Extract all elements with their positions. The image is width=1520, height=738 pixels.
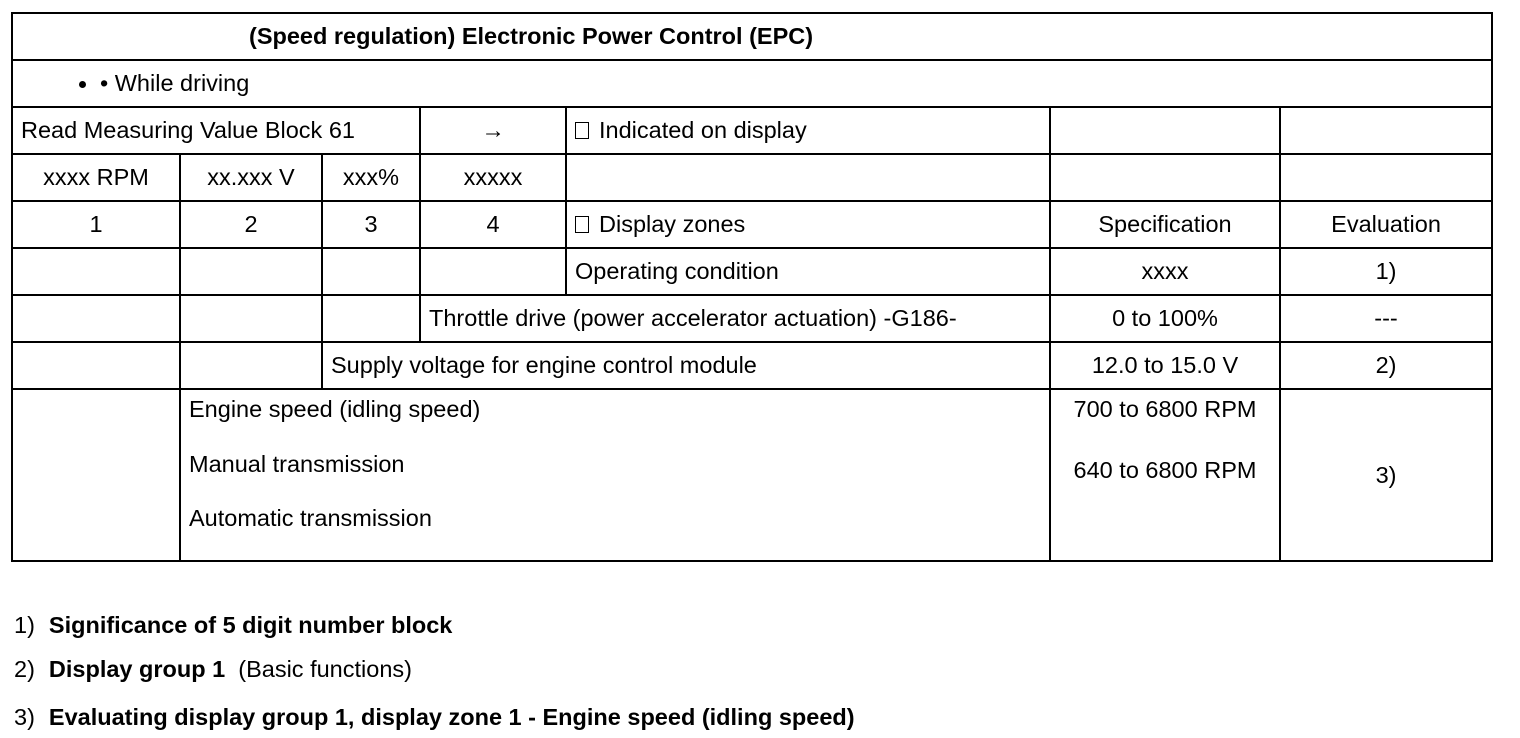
zone-number: 2 bbox=[180, 201, 322, 248]
display-value: xxxxx bbox=[420, 154, 566, 201]
eval-header: Evaluation bbox=[1280, 201, 1492, 248]
display-zones-label: Display zones bbox=[599, 211, 746, 237]
row-label: Automatic transmission bbox=[189, 505, 432, 531]
row-label: Manual transmission bbox=[189, 450, 405, 477]
checkbox-icon bbox=[575, 216, 589, 233]
condition-row bbox=[12, 60, 1492, 107]
zone-number: 4 bbox=[420, 201, 566, 248]
display-value: xxx% bbox=[322, 154, 420, 201]
row-label: Engine speed (idling speed) bbox=[189, 396, 481, 422]
row-spec: 12.0 to 15.0 V bbox=[1050, 342, 1280, 389]
table-row bbox=[12, 389, 1492, 561]
zone-header-row bbox=[12, 201, 1492, 248]
arrow-cell: → bbox=[420, 107, 566, 154]
table-row bbox=[12, 295, 1492, 342]
row-eval: 1) bbox=[1280, 248, 1492, 295]
table-row bbox=[12, 342, 1492, 389]
zone-number: 3 bbox=[322, 201, 420, 248]
epc-measuring-table bbox=[11, 12, 1493, 562]
footnote-1: 1) Significance of 5 digit number block bbox=[14, 612, 453, 638]
row-spec: 0 to 100% bbox=[1050, 295, 1280, 342]
row-eval: --- bbox=[1280, 295, 1492, 342]
footnote-2: 2) Display group 1 (Basic functions) bbox=[14, 656, 412, 682]
read-block-label: Read Measuring Value Block 61 bbox=[12, 107, 420, 154]
read-block-row bbox=[12, 107, 1492, 154]
row-label: Throttle drive (power accelerator actuation) -G186- bbox=[420, 295, 1050, 342]
row-spec: 700 to 6800 RPM bbox=[1073, 396, 1257, 422]
bullet-icon bbox=[79, 81, 86, 88]
indicated-label: Indicated on display bbox=[599, 117, 807, 143]
display-value: xx.xxx V bbox=[180, 154, 322, 201]
checkbox-icon bbox=[575, 122, 589, 139]
footnote-3: 3) Evaluating display group 1, display zone 1 - Engine speed (idling speed) bbox=[14, 704, 855, 730]
table-title: (Speed regulation) Electronic Power Control (EPC) bbox=[12, 13, 1492, 60]
display-value: xxxx RPM bbox=[12, 154, 180, 201]
driving-condition: • While driving bbox=[100, 70, 250, 96]
spec-header: Specification bbox=[1050, 201, 1280, 248]
row-label: Supply voltage for engine control module bbox=[322, 342, 1050, 389]
table-row bbox=[12, 248, 1492, 295]
row-spec: xxxx bbox=[1050, 248, 1280, 295]
row-spec: 640 to 6800 RPM bbox=[1073, 457, 1257, 483]
row-eval: 2) bbox=[1280, 342, 1492, 389]
zone-number: 1 bbox=[12, 201, 180, 248]
row-eval: 3) bbox=[1280, 389, 1492, 561]
table-title-row bbox=[12, 13, 1492, 60]
row-label: Operating condition bbox=[566, 248, 1050, 295]
display-values-row bbox=[12, 154, 1492, 201]
